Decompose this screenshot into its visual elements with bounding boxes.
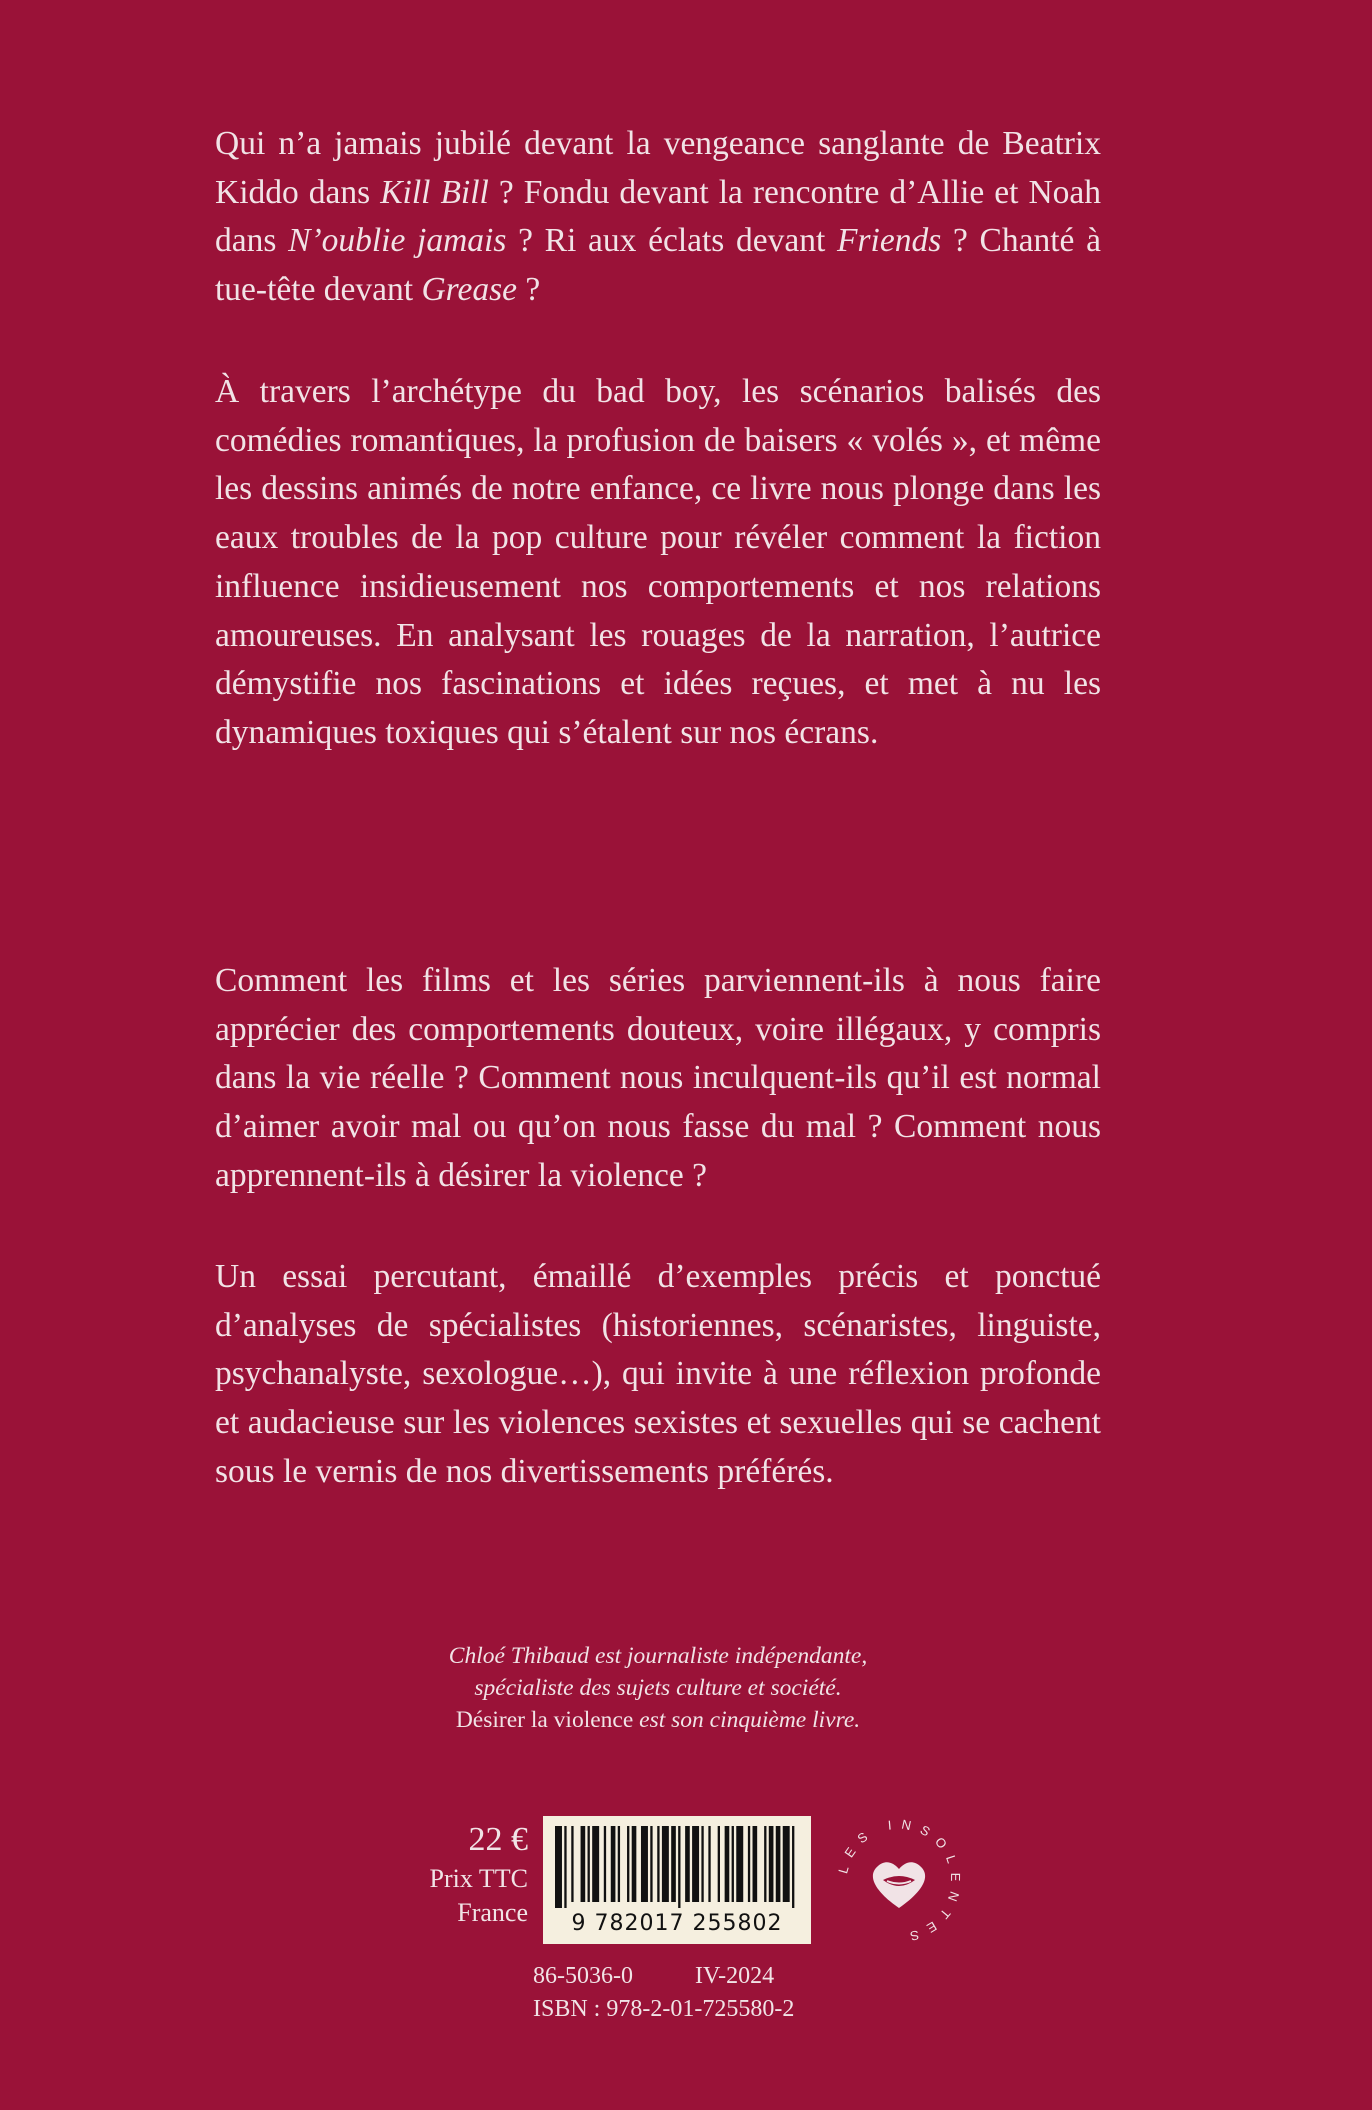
p1-title-friends: Friends [837,222,942,260]
barcode-bar [748,1826,750,1902]
barcode-bar [678,1826,680,1908]
barcode-bar [725,1826,730,1902]
barcode-bar [783,1826,790,1902]
price-label: Prix TTC [429,1864,528,1893]
barcode-bar [671,1826,676,1902]
barcode-bar [708,1826,710,1902]
bio-line-1: Chloé Thibaud est journaliste indépendante, [448,1643,868,1669]
barcode-bar [632,1826,637,1902]
bio-line-3 [215,1704,1101,1736]
barcode-bar [718,1826,720,1902]
barcode-bar [657,1826,659,1902]
barcode-bar [592,1826,599,1902]
barcode-bar [581,1826,586,1902]
paragraph-2 [215,368,1101,758]
edition-code: IV-2024 [695,1963,775,1989]
paragraph-2-text: À travers l’archétype du bad boy, les scénarios balisés des comédies romantiques, la profusion de baisers « volés », et même les dessins animés de notre enfance, ce livre nous plonge dans les eaux troubles de la pop culture pour révéler comment la fiction influence insidieusement nos comportements et nos relations amoureuses. En analysant les rouages de la narration, l’autrice démystifie nos fascinations et idées reçues, et met à nu les dynamiques toxiques qui s’étalent sur nos écrans. [215,373,1101,751]
paragraph-1 [215,120,1101,315]
price-block [395,1818,528,1930]
codes-block [533,1960,794,2026]
barcode-bar [736,1826,743,1902]
barcode-bar [662,1826,669,1902]
bio-line-2: spécialiste des sujets culture et société. [474,1675,842,1701]
bio-line-3-rest: est son cinquième livre. [633,1707,861,1733]
p1-text-3: ? Ri aux éclats devant [506,222,838,260]
p1-title-grease: Grease [421,271,517,309]
barcode-bar [627,1826,629,1902]
p1-text-4: ? Chanté à tue-tête devant [215,222,1101,309]
paragraph-3-text: Comment les films et les séries parviennent-ils à nous faire apprécier des comportements douteux, voire illégaux, y compris dans la vie réelle ? Comment nous inculquent-ils qu’il est normal d’aimer avoir mal ou qu’on nous fasse du mal ? Comment nous apprennent-ils à désirer la violence ? [215,962,1101,1194]
barcode-digits: 9 782017 255802 [571,1911,783,1936]
barcode-bar [685,1826,690,1902]
p1-text-1: Qui n’a jamais jubilé devant la vengeance sanglante de Beatrix Kiddo dans [215,125,1101,211]
paragraph-4 [215,1253,1101,1497]
barcode-bar [776,1826,781,1902]
paragraph-3 [215,957,1101,1201]
barcode-bar [701,1826,703,1902]
barcode-bar [564,1826,566,1908]
bio-book-title: Désirer la violence [455,1707,634,1733]
barcode-bar [764,1826,766,1902]
publisher-logo-svg [836,1806,962,1956]
internal-code: 86-5036-0 [533,1963,633,1989]
barcode-bar [604,1826,606,1902]
barcode-bar [792,1826,794,1908]
barcode-bar [769,1826,774,1902]
barcode-bar [571,1826,573,1902]
barcode-bar [641,1826,648,1902]
barcode-bars [555,1826,799,1908]
barcode-bar [732,1826,734,1902]
p1-title-noublie-jamais: N’oublie jamais [288,222,507,260]
heart-lips-icon [873,1862,925,1908]
barcode-bar [588,1826,590,1902]
price-country: France [457,1898,528,1927]
publisher-name: LES INSOLENTES [836,1816,962,1946]
publisher-logo [836,1806,962,1956]
price-amount: 22 € [468,1821,528,1858]
p1-title-kill-bill: Kill Bill [380,173,489,211]
barcode-bar [753,1826,758,1902]
barcode-bar [618,1826,620,1902]
author-bio [215,1640,1101,1736]
barcode-bar [611,1826,616,1902]
barcode-bar [555,1826,562,1908]
barcode-bar [692,1826,699,1902]
barcode [543,1816,811,1944]
barcode-bar [650,1826,652,1902]
paragraph-4-text: Un essai percutant, émaillé d’exemples précis et ponctué d’analyses de spécialistes (historiennes, scénaristes, linguiste, psychanalyste, sexologue…), qui invite à une réflexion profonde et audacieuse sur les violences sexistes et sexuelles qui se cachent sous le vernis de nos divertissements préférés. [215,1258,1101,1490]
p1-text-2: ? Fondu devant la rencontre d’Allie et Noah dans [215,173,1102,260]
p1-text-5: ? [517,271,541,309]
isbn: ISBN : 978-2-01-725580-2 [533,1996,795,2022]
